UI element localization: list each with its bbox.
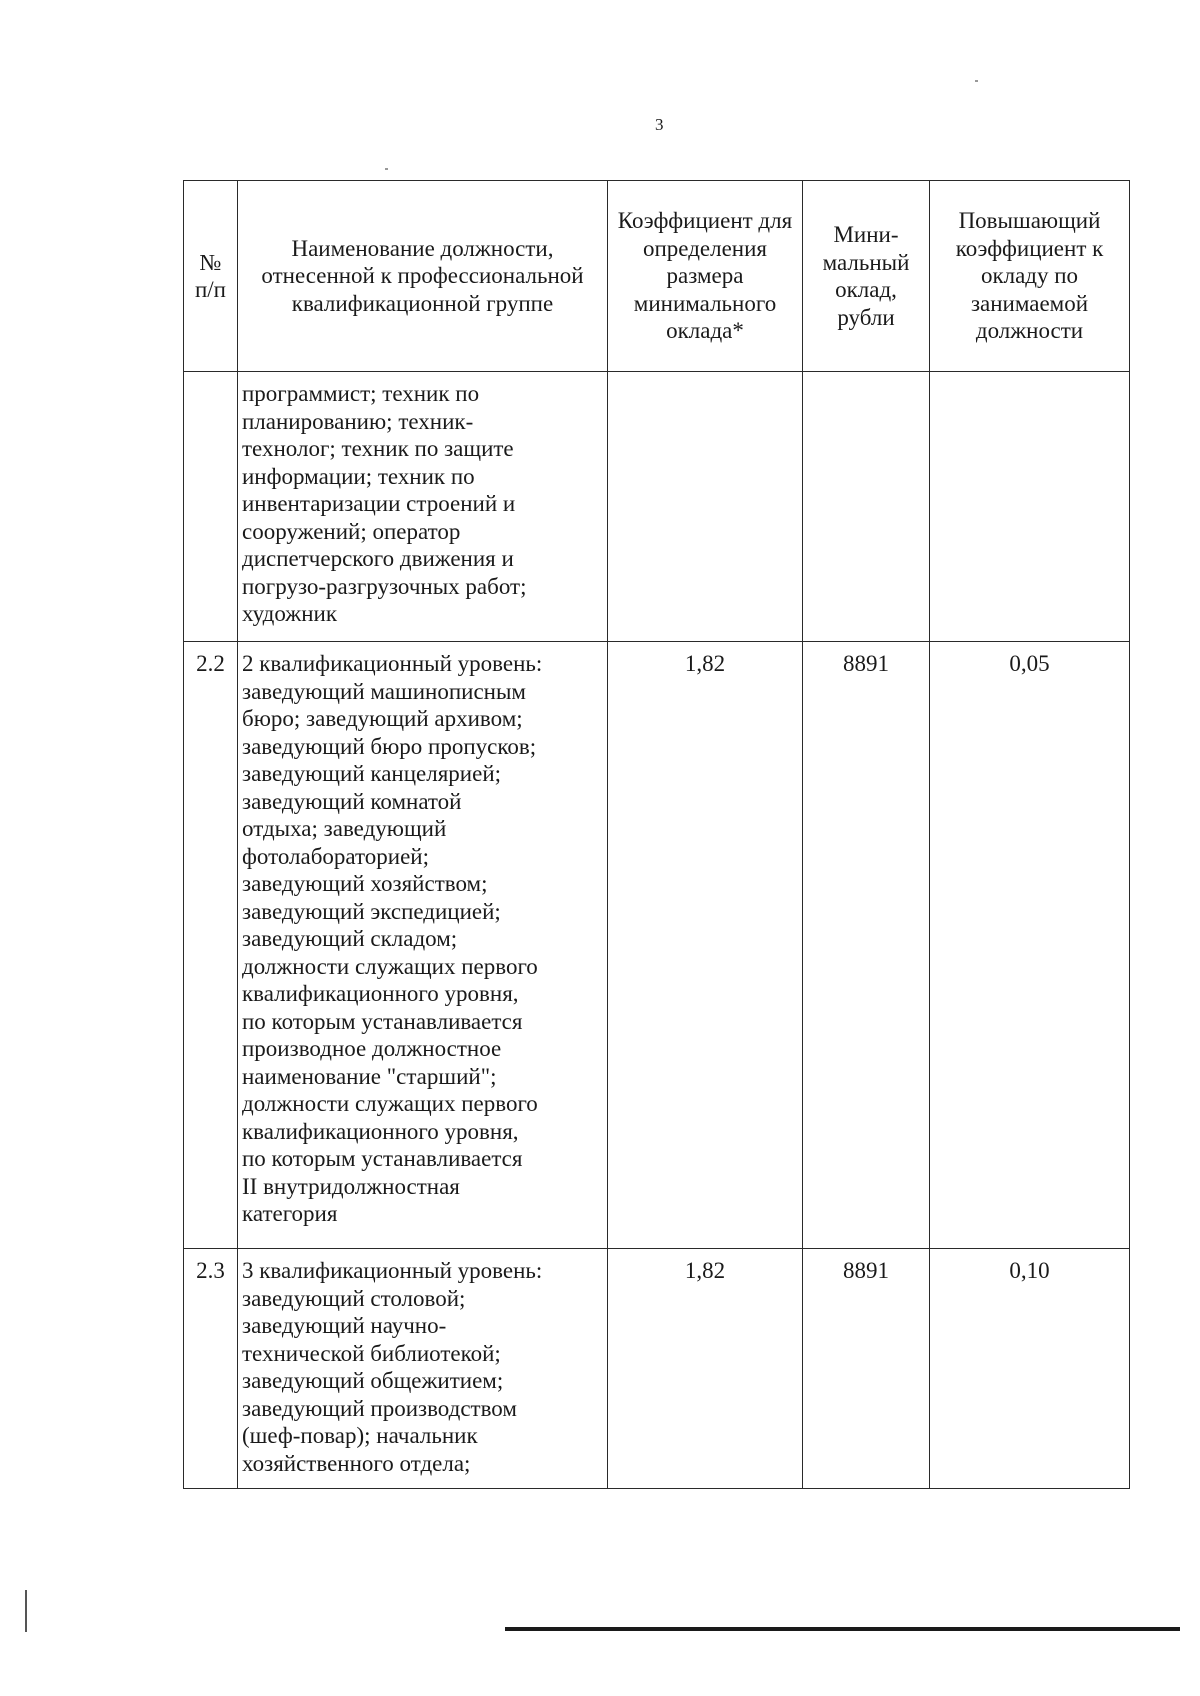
position-name-line: отдыха; заведующий <box>242 816 447 841</box>
position-name-line: заведующий производством <box>242 1395 517 1421</box>
position-name-line: технолог; техник по защите <box>242 436 514 461</box>
position-name-line: наименование "старший"; <box>242 1063 497 1089</box>
position-name-line: заведующий канцелярией; <box>242 761 502 786</box>
row-position-name <box>238 642 608 1249</box>
position-name-line: фотолабораторией; <box>242 843 430 869</box>
position-name-line: инвентаризации строений и <box>242 491 516 516</box>
header-num: № п/п <box>184 181 238 372</box>
position-name-line: сооружений; оператор <box>242 518 461 544</box>
row-min-salary <box>803 372 930 642</box>
table-row <box>184 642 1130 1249</box>
row-raise-coefficient: 0,05 <box>930 642 1130 1249</box>
position-name-line: заведующий общежитием; <box>242 1368 504 1393</box>
header-position-name: Наименование должности, отнесенной к профессиональной квалификационной группе <box>238 181 608 372</box>
position-name-line: заведующий хозяйством; <box>242 871 488 896</box>
scan-margin-mark <box>25 1590 27 1632</box>
position-name-line: заведующий научно- <box>242 1313 447 1338</box>
header-min-salary: Мини-мальный оклад, рубли <box>803 181 930 372</box>
position-name-line: информации; техник по <box>242 463 475 489</box>
position-name-line: (шеф-повар); начальник <box>242 1423 478 1448</box>
position-name-line: по которым устанавливается <box>242 1146 523 1171</box>
position-name-line: заведующий машинописным <box>242 678 526 704</box>
position-name-line: 2 квалификационный уровень: <box>242 651 543 676</box>
qualification-table-container <box>183 180 1129 1489</box>
position-name-line: погрузо-разгрузочных работ; <box>242 573 527 599</box>
row-raise-coefficient <box>930 372 1130 642</box>
scan-speck <box>385 168 388 170</box>
position-name-line: производное должностное <box>242 1036 502 1061</box>
table-row <box>184 372 1130 642</box>
position-name-line: заведующий комнатой <box>242 788 462 814</box>
header-raise-coefficient: Повышающий коэффициент к окладу по занимаемой должности <box>930 181 1130 372</box>
row-num <box>184 372 238 642</box>
row-position-name <box>238 1249 608 1489</box>
page-number: 3 <box>655 115 664 134</box>
row-num: 2.2 <box>184 642 238 1249</box>
row-position-name <box>238 372 608 642</box>
header-coefficient: Коэффициент для определения размера минимального оклада* <box>608 181 803 372</box>
position-name-line: программист; техник по <box>242 381 480 406</box>
position-name-line: 3 квалификационный уровень: <box>242 1258 543 1283</box>
position-name-line: квалификационного уровня, <box>242 1118 519 1144</box>
position-name-line: заведующий столовой; <box>242 1285 466 1311</box>
position-name-line: диспетчерского движения и <box>242 546 514 571</box>
row-min-salary: 8891 <box>803 1249 930 1489</box>
scan-speck <box>975 80 978 82</box>
row-coefficient: 1,82 <box>608 642 803 1249</box>
position-name-line: заведующий складом; <box>242 926 458 951</box>
position-name-line: технической библиотекой; <box>242 1340 501 1366</box>
table-header-row <box>184 181 1130 372</box>
table-row <box>184 1249 1130 1489</box>
row-coefficient: 1,82 <box>608 1249 803 1489</box>
position-name-line: заведующий бюро пропусков; <box>242 733 537 759</box>
bottom-rule <box>505 1627 1180 1631</box>
position-name-line: категория <box>242 1201 338 1226</box>
row-coefficient <box>608 372 803 642</box>
position-name-line: хозяйственного отдела; <box>242 1450 471 1476</box>
row-raise-coefficient: 0,10 <box>930 1249 1130 1489</box>
position-name-line: по которым устанавливается <box>242 1008 523 1034</box>
row-num: 2.3 <box>184 1249 238 1489</box>
position-name-line: бюро; заведующий архивом; <box>242 706 523 731</box>
qualification-table <box>183 180 1130 1489</box>
position-name-line: квалификационного уровня, <box>242 981 519 1006</box>
position-name-line: заведующий экспедицией; <box>242 898 501 924</box>
position-name-line: II внутридолжностная <box>242 1173 460 1199</box>
row-min-salary: 8891 <box>803 642 930 1249</box>
position-name-line: должности служащих первого <box>242 953 538 979</box>
position-name-line: художник <box>242 601 337 626</box>
table-body <box>184 372 1130 1489</box>
position-name-line: должности служащих первого <box>242 1091 538 1116</box>
position-name-line: планированию; техник- <box>242 408 474 434</box>
